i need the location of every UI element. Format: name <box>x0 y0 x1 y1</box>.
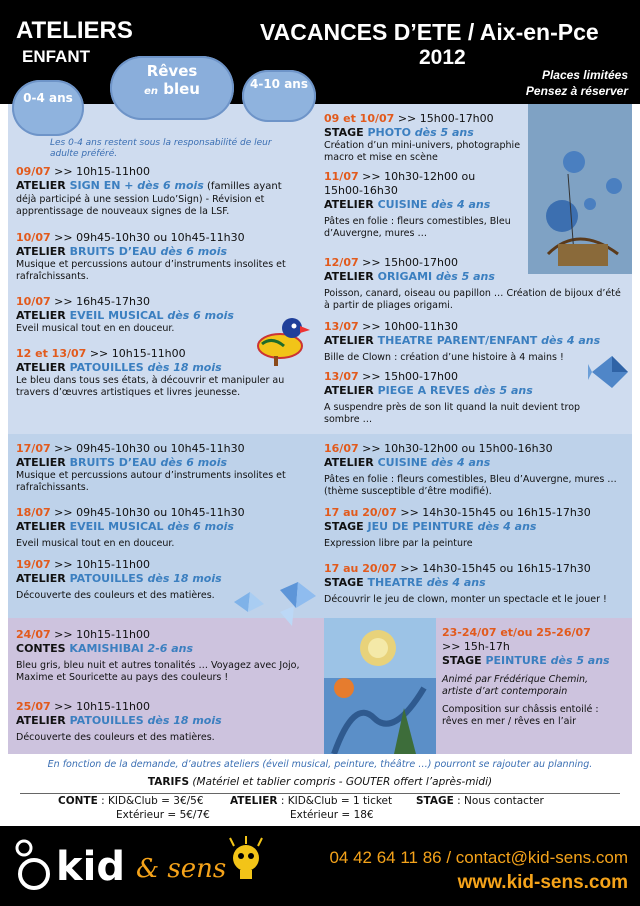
event-desc: Le bleu dans tous ses états, à découvrir et manipuler au travers d’œuvres artistiques et livres jeunesse. <box>16 375 285 398</box>
event-name: THEATRE PARENT/ENFANT <box>377 334 542 347</box>
note-0-4: Les 0-4 ans restent sous la responsabilité de leur adulte préféré. <box>50 138 272 159</box>
event-type: ATELIER <box>324 198 374 211</box>
event-desc: Bleu gris, bleu nuit et autres tonalités … Voyagez avec Jojo, Maxime et Souricette au pays des couleurs ! <box>16 660 300 683</box>
tarifs-title: TARIFS <box>147 776 190 788</box>
event-card <box>324 320 601 370</box>
event-date: 24/07 <box>16 628 51 641</box>
event-desc: Expression libre par la peinture <box>324 538 473 549</box>
tarif-atelier-value: : KID&Club = 1 ticket <box>277 795 393 807</box>
origami-butterflies-image <box>228 582 318 632</box>
event-age: dès 5 ans <box>435 270 495 283</box>
event-type: ATELIER <box>16 245 66 258</box>
event-date: 11/07 <box>324 170 359 183</box>
event-age: dès 4 ans <box>541 334 601 347</box>
event-name: EVEIL MUSICAL <box>69 309 168 322</box>
pensez-reserver: Pensez à réserver <box>525 84 628 98</box>
stage-peinture-age: dès 5 ans <box>550 654 610 667</box>
event-name: KAMISHIBAI <box>69 642 148 655</box>
logo-sens: & sens <box>136 854 227 884</box>
event-type: ATELIER <box>16 179 66 192</box>
event-desc: Bille de Clown : création d’une histoire à 4 mains ! <box>324 352 564 363</box>
event-name: EVEIL MUSICAL <box>69 520 168 533</box>
tarif-conte <box>58 795 204 807</box>
places-limitees: Places limitées <box>541 68 628 82</box>
event-date: 18/07 <box>16 506 51 519</box>
stage-peinture-name: PEINTURE <box>485 654 551 667</box>
event-time: >> 15h00-17h00 <box>394 112 494 125</box>
event-type: ATELIER <box>324 384 374 397</box>
tarif-stage-label: STAGE <box>416 795 454 807</box>
event-time: >> 09h45-10h30 ou 10h45-11h30 <box>50 506 245 519</box>
event-name: PATOUILLES <box>69 361 148 374</box>
event-name: PIEGE A REVES <box>377 384 474 397</box>
event-desc: déjà participé à une session Ludo’Sign) - Révision et apprentissage de nouveaux signes de la LSF. <box>16 194 265 217</box>
event-card <box>16 506 316 558</box>
event-age: dès 18 mois <box>147 361 222 374</box>
event-time: >> 10h00-11h30 <box>358 320 458 333</box>
cloud-en: en <box>144 86 158 97</box>
event-type: ATELIER <box>16 572 66 585</box>
event-card <box>16 165 316 231</box>
stage-peinture-time: >> 15h-17h <box>442 640 510 653</box>
event-card <box>324 562 628 614</box>
tarif-conte-value: : KID&Club = 3€/5€ <box>97 795 204 807</box>
event-time: >> 15h00-17h00 <box>358 256 458 269</box>
event-desc: Eveil musical tout en en douceur. <box>16 323 175 334</box>
event-age: dès 6 mois <box>160 456 228 469</box>
event-date: 16/07 <box>324 442 359 455</box>
event-type: ATELIER <box>16 714 66 727</box>
event-desc: Pâtes en folie : fleurs comestibles, Bleu d’Auvergne, mures … (thème susceptible d’être modifié). <box>324 474 617 497</box>
stage-peinture-animated-1: Animé par Frédérique Chemin, <box>442 674 589 685</box>
event-date: 13/07 <box>324 370 359 383</box>
tarif-atelier-label: ATELIER <box>230 795 278 807</box>
logo-kid: kid <box>56 844 125 890</box>
event-card <box>324 442 628 506</box>
event-name: CUISINE <box>377 456 432 469</box>
event-tail: (familles ayant <box>203 181 282 192</box>
event-card <box>324 506 628 562</box>
event-time: >> 10h30-12h00 ou 15h00-16h30 <box>358 442 553 455</box>
cloud-bleu: bleu <box>163 80 200 98</box>
event-time-2: 15h00-16h30 <box>324 184 398 197</box>
cloud-reves: Rêves <box>146 62 198 80</box>
kid-logo-icon <box>10 838 60 888</box>
event-desc: Musique et percussions autour d’instruments insolites et rafraîchissants. <box>16 470 286 493</box>
photo-mini-univers <box>528 104 632 274</box>
event-age: dès 5 ans <box>473 384 533 397</box>
tarif-conte-exterieur: Extérieur = 5€/7€ <box>116 809 210 821</box>
tarifs-divider <box>20 793 620 794</box>
event-age: 2-6 ans <box>147 642 194 655</box>
event-type: STAGE <box>324 576 364 589</box>
event-name: JEU DE PEINTURE <box>367 520 478 533</box>
event-name: THEATRE <box>367 576 427 589</box>
event-age: dès 18 mois <box>147 572 222 585</box>
week2-right-column <box>324 442 628 614</box>
stage-peinture-date: 23-24/07 et/ou 25-26/07 <box>442 626 591 639</box>
event-type: ATELIER <box>324 270 374 283</box>
event-card <box>324 256 626 320</box>
origami-fish-image <box>588 350 632 394</box>
event-date: 10/07 <box>16 231 51 244</box>
event-name: SIGN EN + <box>69 179 138 192</box>
title-vacances: VACANCES D’ETE / Aix-en-Pce <box>260 19 599 45</box>
event-type: ATELIER <box>16 309 66 322</box>
event-card <box>324 112 534 170</box>
event-time: >> 10h15-11h00 <box>86 347 186 360</box>
event-age: dès 4 ans <box>431 456 491 469</box>
tarifs-subtitle: (Matériel et tablier compris - GOUTER offert l’après-midi) <box>189 776 493 788</box>
week1-right-column <box>324 112 534 252</box>
event-time: >> 10h15-11h00 <box>50 165 150 178</box>
event-age: dès 6 mois <box>137 179 204 192</box>
cloud-4-10 <box>242 70 316 122</box>
week3-left-column <box>16 628 316 752</box>
week3-right-column <box>442 626 630 728</box>
event-date: 10/07 <box>16 295 51 308</box>
footer-banner <box>0 826 640 906</box>
event-time: >> 10h15-11h00 <box>50 558 150 571</box>
event-time: >> 09h45-10h30 ou 10h45-11h30 <box>50 442 245 455</box>
event-card <box>16 442 316 506</box>
footer-website-link[interactable]: www.kid-sens.com <box>457 872 628 893</box>
event-time: >> 10h15-11h00 <box>50 700 150 713</box>
event-time: >> 09h45-10h30 ou 10h45-11h30 <box>50 231 245 244</box>
event-card <box>16 700 316 752</box>
tarif-atelier-exterieur: Extérieur = 18€ <box>290 809 374 821</box>
cloud-0-4 <box>12 80 84 136</box>
event-type: ATELIER <box>16 520 66 533</box>
event-date: 12/07 <box>324 256 359 269</box>
tarif-stage <box>416 795 544 807</box>
cloud-reves-en-bleu <box>110 56 234 120</box>
event-type: ATELIER <box>16 361 66 374</box>
stage-peinture-desc-2: rêves en mer / rêves en l’air <box>442 716 576 727</box>
event-age: dès 5 ans <box>414 126 474 139</box>
event-date: 09 et 10/07 <box>324 112 395 125</box>
event-desc: Pâtes en folie : fleurs comestibles, Bleu d’Auvergne, mures … <box>324 216 511 239</box>
event-date: 13/07 <box>324 320 359 333</box>
event-type: ATELIER <box>324 456 374 469</box>
event-name: ORIGAMI <box>377 270 436 283</box>
week1-left-column <box>16 165 316 407</box>
title-year: 2012 <box>419 46 466 69</box>
event-type: CONTES <box>16 642 66 655</box>
event-date: 17/07 <box>16 442 51 455</box>
event-desc: Poisson, canard, oiseau ou papillon … Création de bijoux d’été à partir de pliages origami. <box>324 288 621 311</box>
event-time: >> 10h30-12h00 ou <box>358 170 476 183</box>
footer-contact[interactable]: 04 42 64 11 86 / contact@kid-sens.com <box>329 848 628 867</box>
title-enfant: ENFANT <box>22 47 90 66</box>
event-date: 25/07 <box>16 700 51 713</box>
bird-toy-image <box>252 310 312 368</box>
cloud-4-10-label: 4-10 ans <box>250 77 308 91</box>
event-date: 17 au 20/07 <box>324 562 397 575</box>
event-time: >> 10h15-11h00 <box>50 628 150 641</box>
event-type: STAGE <box>324 126 364 139</box>
event-name: BRUITS D’EAU <box>69 456 161 469</box>
cloud-0-4-label: 0-4 ans <box>23 91 73 105</box>
mascot-icon <box>226 836 266 880</box>
tarifs-heading <box>0 776 640 788</box>
event-date: 17 au 20/07 <box>324 506 397 519</box>
event-type: ATELIER <box>324 334 374 347</box>
event-name: PHOTO <box>367 126 415 139</box>
event-card <box>16 628 316 700</box>
tarif-atelier <box>230 795 392 807</box>
event-name: PATOUILLES <box>69 714 148 727</box>
event-card <box>324 370 594 434</box>
event-date: 19/07 <box>16 558 51 571</box>
week1-right-column-lower <box>324 256 626 434</box>
stage-peinture-type: STAGE <box>442 654 482 667</box>
event-date: 09/07 <box>16 165 51 178</box>
event-time: >> 14h30-15h45 ou 16h15-17h30 <box>396 562 591 575</box>
event-desc: Création d’un mini-univers, photographie macro et mise en scène <box>324 140 521 163</box>
event-time: >> 15h00-17h00 <box>358 370 458 383</box>
header-banner <box>0 0 640 104</box>
event-type: STAGE <box>324 520 364 533</box>
stage-peinture-animated-2: artiste d’art contemporain <box>442 686 568 697</box>
event-desc: Eveil musical tout en en douceur. <box>16 538 175 549</box>
event-date: 12 et 13/07 <box>16 347 87 360</box>
bottom-note: En fonction de la demande, d’autres ateliers (éveil musical, peinture, théâtre …) pourront se rajouter au planning. <box>47 759 593 770</box>
title-ateliers: ATELIERS <box>16 17 133 44</box>
event-desc: A suspendre près de son lit quand la nuit devient trop sombre … <box>324 402 581 425</box>
event-card <box>324 170 534 252</box>
event-name: CUISINE <box>377 198 432 211</box>
event-time: >> 16h45-17h30 <box>50 295 150 308</box>
tarif-conte-label: CONTE <box>58 795 98 807</box>
event-age: dès 18 mois <box>147 714 222 727</box>
event-card <box>16 231 316 295</box>
stage-peinture-desc-1: Composition sur châssis entoilé : <box>442 704 599 715</box>
event-age: dès 4 ans <box>431 198 491 211</box>
event-card <box>16 295 256 347</box>
event-type: ATELIER <box>16 456 66 469</box>
tarif-stage-value: : Nous contacter <box>453 795 544 807</box>
event-age: dès 4 ans <box>426 576 486 589</box>
event-desc: Découverte des couleurs et des matières. <box>16 732 215 743</box>
event-desc: Découverte des couleurs et des matières. <box>16 590 215 601</box>
event-age: dès 6 mois <box>167 309 234 322</box>
event-desc: Découvrir le jeu de clown, monter un spectacle et le jouer ! <box>324 594 607 605</box>
event-age: dès 6 mois <box>160 245 228 258</box>
event-age: dès 4 ans <box>477 520 537 533</box>
event-desc: Musique et percussions autour d’instruments insolites et rafraîchissants. <box>16 259 286 282</box>
event-name: BRUITS D’EAU <box>69 245 161 258</box>
event-age: dès 6 mois <box>167 520 234 533</box>
painting-image <box>324 618 436 754</box>
event-time: >> 14h30-15h45 ou 16h15-17h30 <box>396 506 591 519</box>
event-name: PATOUILLES <box>69 572 148 585</box>
